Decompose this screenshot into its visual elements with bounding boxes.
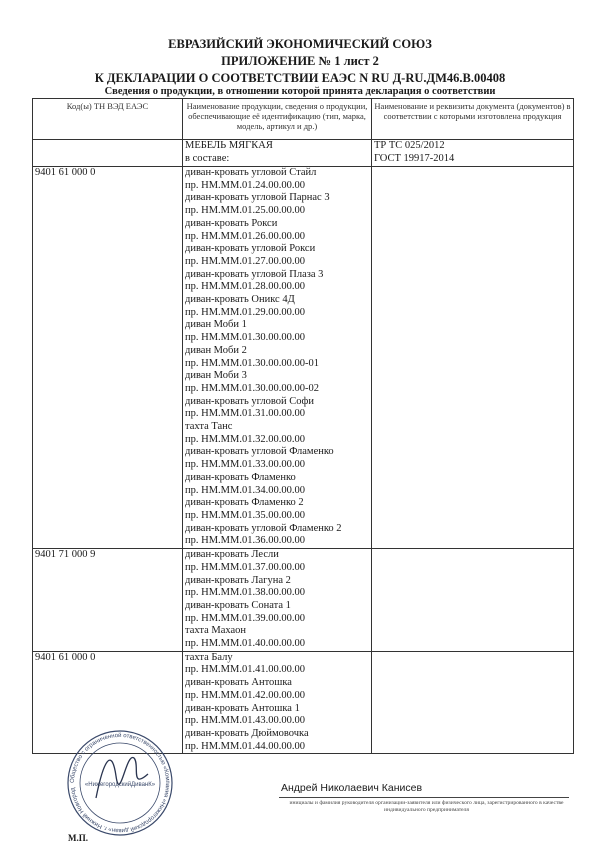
product-line: пр. НМ.ММ.01.36.00.00.00 [185,535,305,547]
product-line: пр. НМ.ММ.01.35.00.00.00 [185,509,305,521]
product-line: диван-кровать угловой Софи [185,395,314,407]
table-row-group [33,167,574,549]
table-row-group [33,549,574,652]
union-title: ЕВРАЗИЙСКИЙ ЭКОНОМИЧЕСКИЙ СОЮЗ [168,37,432,51]
intro-document-line: ГОСТ 19917-2014 [374,152,455,164]
product-line: пр. НМ.ММ.01.39.00.00.00 [185,612,305,624]
header-code: Код(ы) ТН ВЭД ЕАЭС [33,99,183,140]
product-line: пр. НМ.ММ.01.42.00.00.00 [185,689,305,701]
product-line: пр. НМ.ММ.01.31.00.00.00 [185,408,305,420]
items-cell [183,651,372,754]
product-line: пр. НМ.ММ.01.41.00.00.00 [185,664,305,676]
signature-line [279,797,569,798]
product-table [32,98,574,754]
table-row-intro [33,140,574,167]
product-line: пр. НМ.ММ.01.30.00.00.00-01 [185,357,319,369]
header-document: Наименование и реквизиты документа (документов) в соответствии с которыми изготовлена продукция [372,99,574,140]
items-cell [183,167,372,549]
product-line: диван-кровать Антошка 1 [185,702,300,714]
product-line: диван-кровать Фламенко [185,471,296,483]
product-line: диван Моби 1 [185,319,247,331]
stamp-center-text: «НижегородскийДиванК» [84,782,156,788]
product-line: диван-кровать Фламенко 2 [185,497,304,509]
product-line: пр. НМ.ММ.01.27.00.00.00 [185,255,305,267]
table-header-row [33,99,574,140]
product-line: пр. НМ.ММ.01.28.00.00.00 [185,281,305,293]
product-line: диван-кровать Лагуна 2 [185,574,291,586]
signature-scribble [96,758,148,798]
product-line: пр. НМ.ММ.01.33.00.00.00 [185,459,305,471]
product-line: пр. НМ.ММ.01.24.00.00.00 [185,179,305,191]
intro-code-cell [33,140,183,167]
stamp-ring-text: Общество с ограниченной ответственностью «Компания «Нижегородский диван» г. Нижний Новгород [69,732,171,834]
document-cell [372,549,574,652]
declaration-title: К ДЕКЛАРАЦИИ О СООТВЕТСТВИИ ЕАЭС N RU Д-RU.ДМ46.В.00408 [94,71,506,85]
product-line: диван Моби 3 [185,370,247,382]
signature-caption: инициалы и фамилия руководителя организации-заявителя или физического лица, зарегистрированного в качестве индивидуального предпринимателя [289,800,564,813]
product-line: диван-кровать угловой Фламенко 2 [185,522,342,534]
product-line: пр. НМ.ММ.01.40.00.00.00 [185,638,305,650]
product-line: тахта Танс [185,421,233,433]
product-line: диван-кровать Соната 1 [185,599,291,611]
product-line: диван-кровать Антошка [185,677,292,689]
product-line: диван-кровать угловой Рокси [185,243,316,255]
intro-document-cell [372,140,574,167]
seal-place-label: М.П. [68,833,88,843]
product-line: диван-кровать угловой Стайл [185,167,317,178]
code-cell: 9401 71 000 9 [33,549,183,652]
product-line: диван-кровать угловой Парнас 3 [185,192,330,204]
product-line: диван-кровать Рокси [185,217,278,229]
product-line: пр. НМ.ММ.01.37.00.00.00 [185,561,305,573]
code-cell: 9401 61 000 0 [33,651,183,754]
product-line: пр. НМ.ММ.01.30.00.00.00 [185,332,305,344]
header-product: Наименование продукции, сведения о продукции, обеспечивающие её идентификацию (тип, марка, модель, артикул и др.) [183,99,372,140]
product-line: пр. НМ.ММ.01.30.00.00.00-02 [185,382,319,394]
product-line: тахта Махаон [185,625,247,637]
product-line: пр. НМ.ММ.01.38.00.00.00 [185,587,305,599]
product-line: пр. НМ.ММ.01.29.00.00.00 [185,306,305,318]
product-line: тахта Балу [185,651,233,663]
product-line: пр. НМ.ММ.01.43.00.00.00 [185,715,305,727]
intro-document-line: ТР ТС 025/2012 [374,140,445,151]
product-line: диван-кровать Оникс 4Д [185,294,295,306]
product-line: диван-кровать угловой Фламенко [185,446,334,458]
document-cell [372,167,574,549]
product-line: пр. НМ.ММ.01.26.00.00.00 [185,230,305,242]
intro-product-cell [183,140,372,167]
product-line: пр. НМ.ММ.01.34.00.00.00 [185,484,305,496]
intro-product-line: МЕБЕЛЬ МЯГКАЯ [185,140,273,151]
product-line: диван Моби 2 [185,344,247,356]
items-cell [183,549,372,652]
product-line: пр. НМ.ММ.01.32.00.00.00 [185,433,305,445]
product-line: диван-кровать угловой Плаза 3 [185,268,324,280]
product-line: диван-кровать Дюймовочка [185,727,309,739]
intro-product-line: в составе: [185,152,230,164]
appendix-title: ПРИЛОЖЕНИЕ № 1 лист 2 [221,54,379,68]
code-cell: 9401 61 000 0 [33,167,183,549]
product-line: пр. НМ.ММ.01.44.00.00.00 [185,740,305,752]
document-cell [372,651,574,754]
product-line: диван-кровать Лесли [185,549,279,561]
company-stamp [60,728,180,838]
product-line: пр. НМ.ММ.01.25.00.00.00 [185,205,305,217]
signer-name: Андрей Николаевич Канисев [281,782,423,794]
section-subtitle: Сведения о продукции, в отношении которой принята декларация о соответствии [104,86,496,97]
